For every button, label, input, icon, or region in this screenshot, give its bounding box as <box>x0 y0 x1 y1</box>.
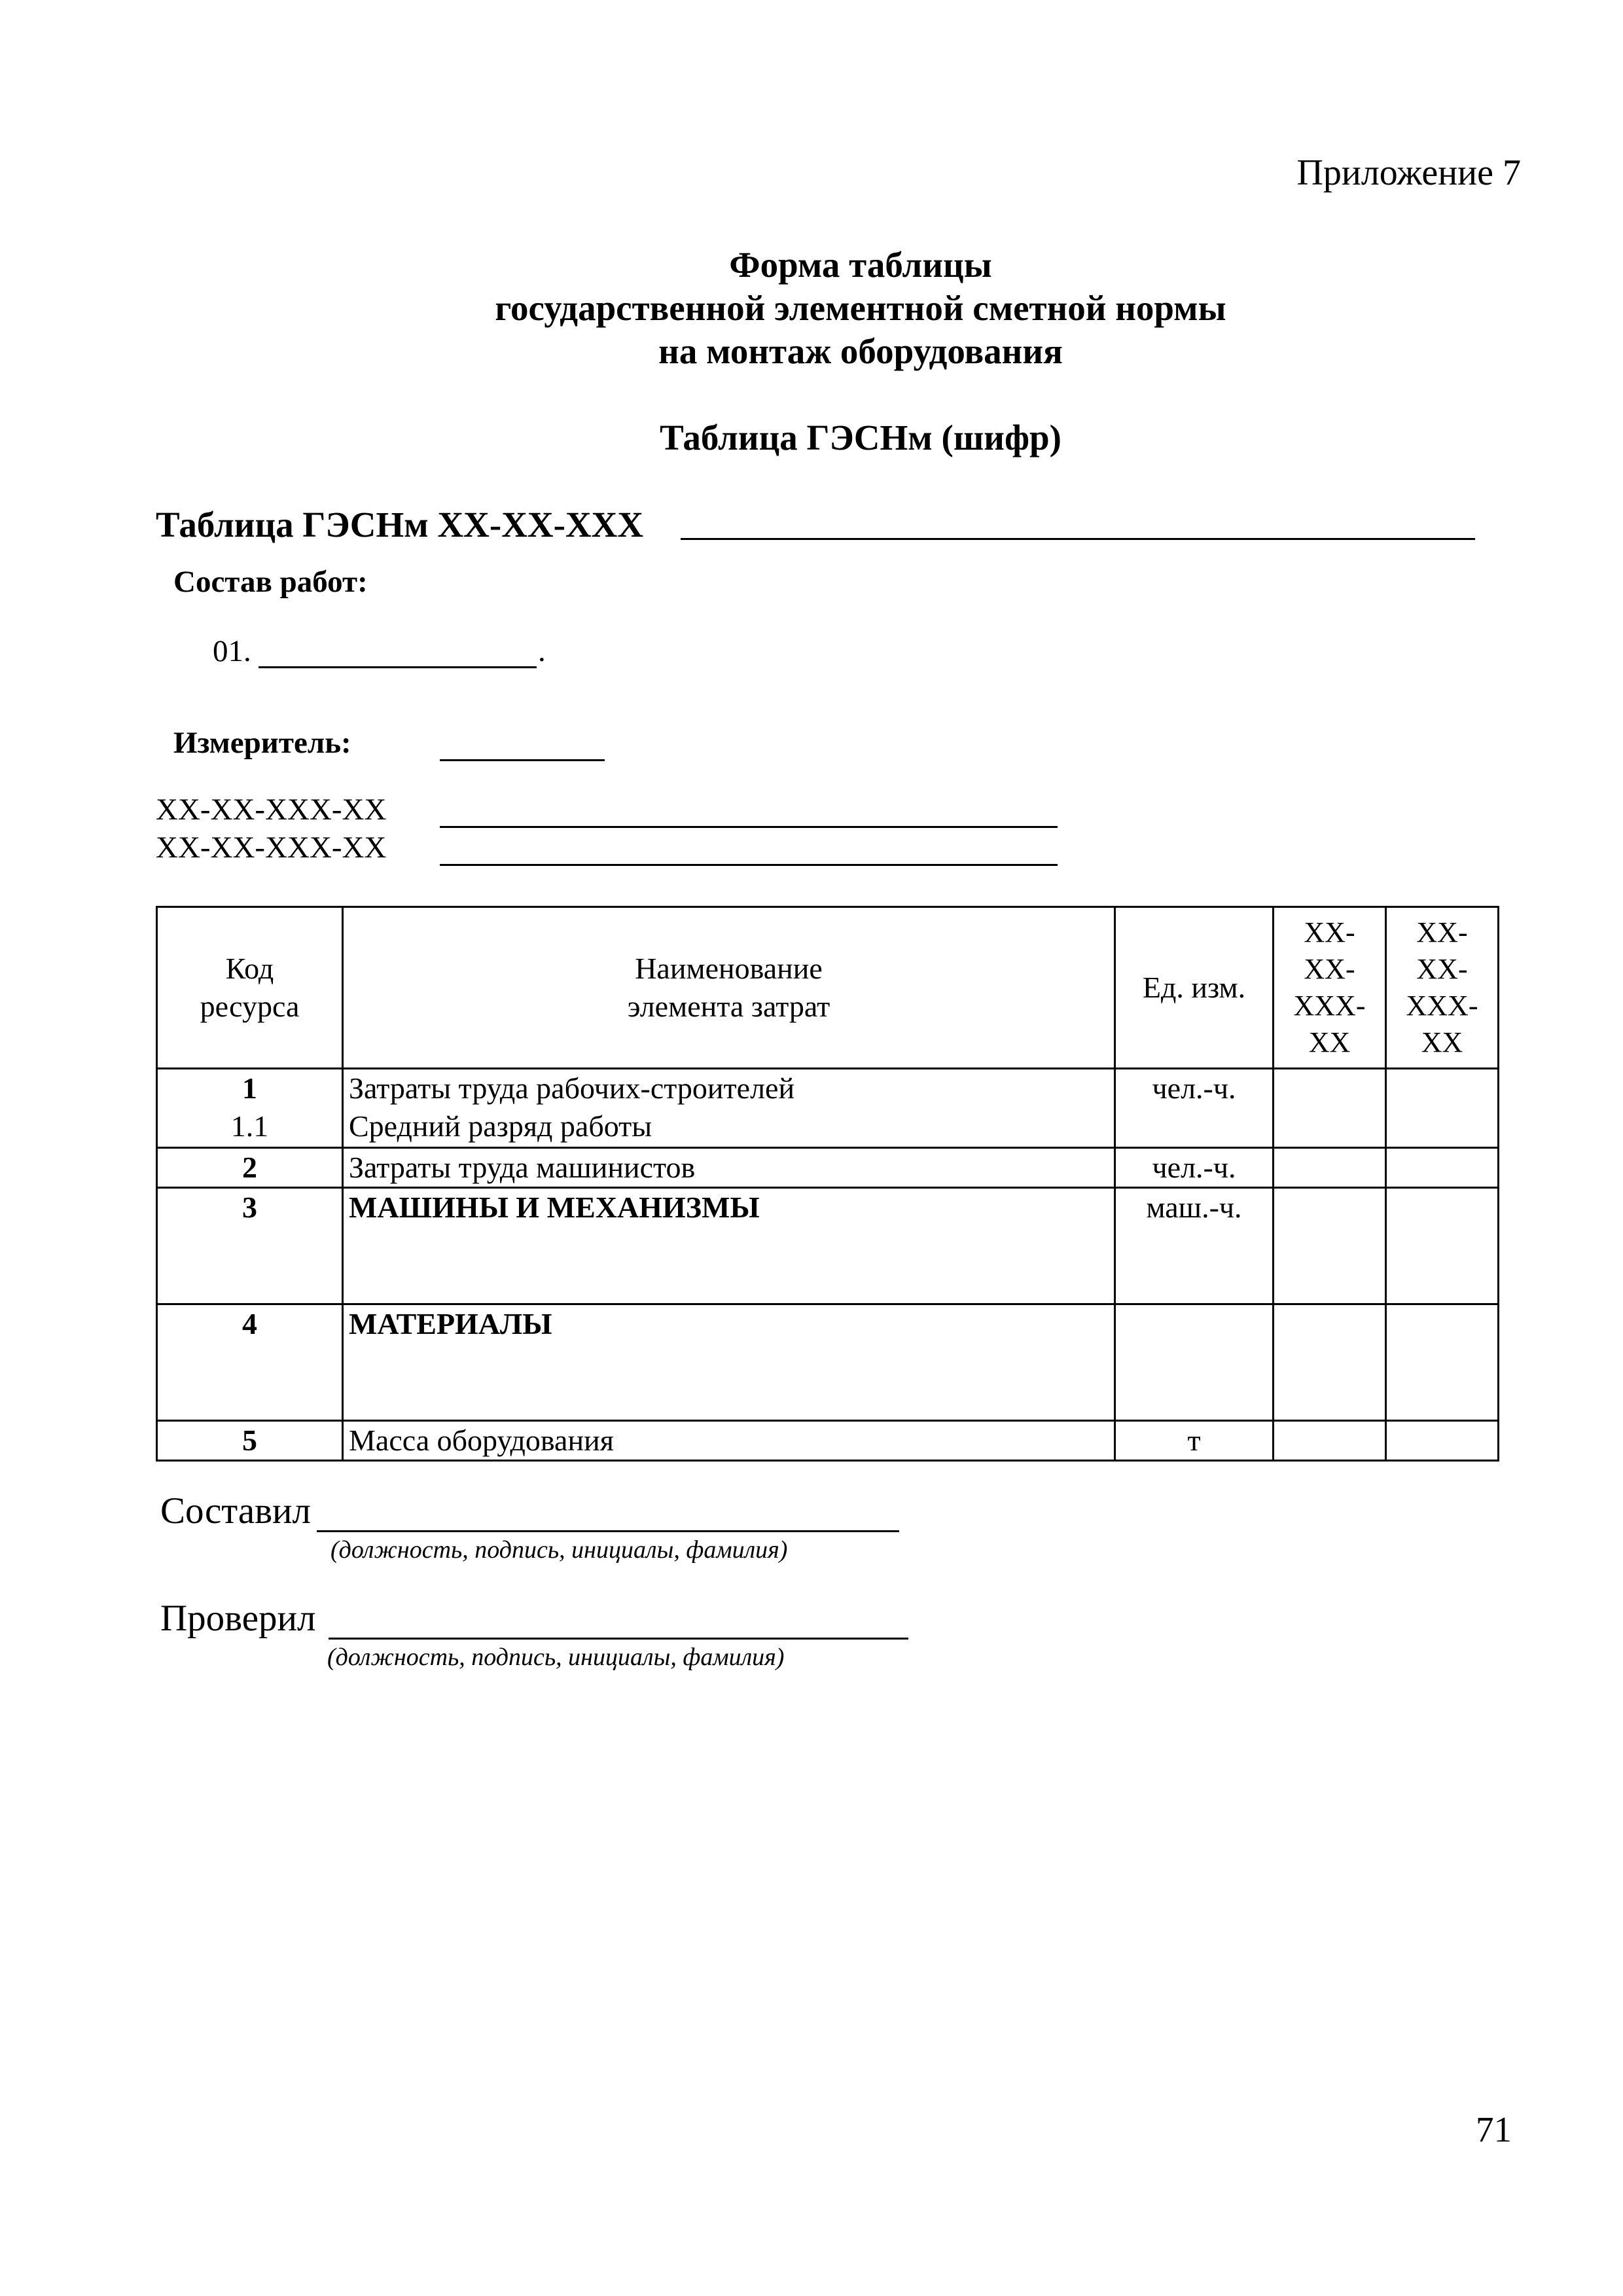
checked-by-label: Проверил <box>160 1598 316 1639</box>
row-value-2 <box>1386 1069 1499 1148</box>
row-unit: т <box>1115 1421 1274 1461</box>
norm-code-1-blank-line <box>440 826 1058 828</box>
compiled-by-blank-line <box>317 1530 899 1532</box>
appendix-label: Приложение 7 <box>1296 152 1521 193</box>
header-norm-code-2: XX- XX- XXX- XX <box>1386 907 1499 1069</box>
row-code: 3 <box>157 1188 343 1304</box>
header-unit: Ед. изм. <box>1115 907 1274 1069</box>
norm-code-2-blank-line <box>440 864 1058 866</box>
row-name: Масса оборудования <box>343 1421 1115 1461</box>
row-unit: чел.-ч. <box>1115 1069 1274 1148</box>
header-norm-code-1: XX- XX- XXX- XX <box>1274 907 1386 1069</box>
resource-table <box>156 906 1499 1462</box>
checked-by-hint: (должность, подпись, инициалы, фамилия) <box>327 1643 785 1671</box>
table-header-row <box>157 907 1499 1069</box>
table-name-blank-line <box>681 538 1475 540</box>
table-row <box>157 1148 1499 1188</box>
table-row <box>157 1188 1499 1304</box>
row-value-1 <box>1274 1188 1386 1304</box>
row-value-1 <box>1274 1304 1386 1421</box>
row-name: Затраты труда машинистов <box>343 1148 1115 1188</box>
norm-code-2: XX-XX-XXX-XX <box>156 831 387 865</box>
operation-blank-line <box>259 666 537 668</box>
norm-code-1: XX-XX-XXX-XX <box>156 793 387 827</box>
row-unit: чел.-ч. <box>1115 1148 1274 1188</box>
compiled-by-label: Составил <box>160 1490 312 1532</box>
table-row <box>157 1304 1499 1421</box>
meter-blank-line <box>440 759 605 761</box>
row-code: 1 1.1 <box>157 1069 343 1148</box>
row-value-2 <box>1386 1188 1499 1304</box>
form-subtitle: Таблица ГЭСНм (шифр) <box>660 418 1061 457</box>
row-unit <box>1115 1304 1274 1421</box>
header-name: Наименование элемента затрат <box>343 907 1115 1069</box>
row-value-1 <box>1274 1421 1386 1461</box>
form-heading-line-2: государственной элементной сметной нормы <box>495 288 1226 328</box>
row-value-2 <box>1386 1304 1499 1421</box>
operation-number: 01. <box>213 634 251 668</box>
row-value-1 <box>1274 1148 1386 1188</box>
page-number: 71 <box>1476 2109 1512 2149</box>
meter-label: Измеритель: <box>173 726 351 760</box>
row-name: Затраты труда рабочих-строителей Средний разряд работы <box>343 1069 1115 1148</box>
row-code: 2 <box>157 1148 343 1188</box>
form-heading-line-1: Форма таблицы <box>729 245 992 285</box>
table-title: Таблица ГЭСНм XX-XX-XXX <box>156 505 644 545</box>
compiled-by-hint: (должность, подпись, инициалы, фамилия) <box>330 1536 788 1564</box>
row-code: 5 <box>157 1421 343 1461</box>
table-row <box>157 1069 1499 1148</box>
table-row <box>157 1421 1499 1461</box>
row-code: 4 <box>157 1304 343 1421</box>
checked-by-blank-line <box>329 1638 908 1640</box>
row-name: МАТЕРИАЛЫ <box>343 1304 1115 1421</box>
work-composition-label: Состав работ: <box>173 565 368 599</box>
row-value-2 <box>1386 1148 1499 1188</box>
form-heading-line-3: на монтаж оборудования <box>658 331 1063 371</box>
row-unit: маш.-ч. <box>1115 1188 1274 1304</box>
row-value-1 <box>1274 1069 1386 1148</box>
header-code: Код ресурса <box>157 907 343 1069</box>
operation-end-dot: . <box>538 634 546 668</box>
row-name: МАШИНЫ И МЕХАНИЗМЫ <box>343 1188 1115 1304</box>
row-value-2 <box>1386 1421 1499 1461</box>
